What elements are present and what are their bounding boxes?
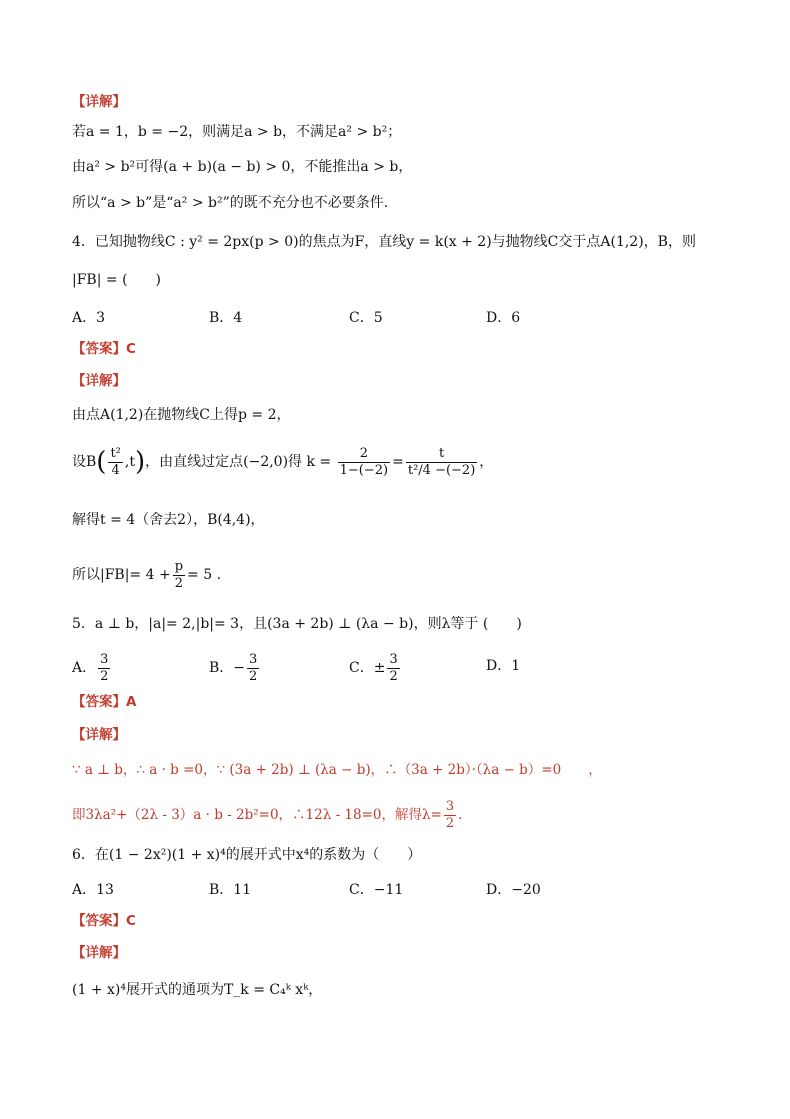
q5-answer xyxy=(72,692,136,712)
q6-answer xyxy=(72,911,136,931)
answer-value: C xyxy=(126,341,136,357)
q5-stem: 5．a ⊥ b，|a|= 2,|b|= 3，且(3a + 2b) ⊥ (λa − b)，则λ等于 ( ) xyxy=(72,616,522,632)
q5-solution-line-2: 即3λa²+（2λ - 3）a · b - 2b²=0，∴12λ - 18=0，解得λ= $\frac{3}{2}$ . xyxy=(72,799,463,831)
answer-label: 【答案】 xyxy=(72,913,126,929)
fraction-t2-over-4: $\frac{\text{t²}}{4}$ xyxy=(110,445,121,478)
q6-option-d: D．−20 xyxy=(486,882,541,898)
q4-option-a: A．3 xyxy=(72,310,106,326)
q4-solution-line-2: 设B( $\frac{\text{t²}}{4}$ ,t)，由直线过定点(−2,0)得 k = $\frac{2}{1-(-2)}$ = $\frac{t}{\text{t²/4 −(−2)}}$ ， xyxy=(72,445,494,478)
q4-sol2-t: ,t xyxy=(124,454,135,470)
q4-option-c: C．5 xyxy=(349,310,383,326)
q3-solution-line-3: 所以“a > b”是“a² > b²”的既不充分也不必要条件. xyxy=(72,195,389,211)
fraction-2-over-3: $\frac{2}{1-(-2)}$ xyxy=(339,445,389,478)
q4-solution-line-4 xyxy=(72,555,221,595)
answer-value: A xyxy=(126,694,137,710)
answer-label: 【答案】 xyxy=(72,341,126,357)
q4-option-d: D．6 xyxy=(486,310,521,326)
q6-stem: 6．在(1 − 2x²)(1 + x)⁴的展开式中x⁴的系数为（ ） xyxy=(72,847,422,863)
q4-option-b: B．4 xyxy=(209,310,243,326)
detail-label-q6: 【详解】 xyxy=(72,945,126,961)
q4-sol2-k: k = xyxy=(306,454,332,470)
answer-value: C xyxy=(126,913,136,929)
q4-stem-line-1: 4．已知抛物线C : y² = 2px(p > 0)的焦点为F，直线y = k(x + 2)与抛物线C交于点A(1,2)，B，则 xyxy=(72,234,696,250)
detail-label-q4: 【详解】 xyxy=(72,373,126,389)
fraction-p-over-2: $\frac{p}{2}$ xyxy=(174,558,184,591)
q4-answer xyxy=(72,339,136,359)
q4-sol4-prefix: 所以|FB|= 4 + xyxy=(72,567,171,583)
q6-option-a: A．13 xyxy=(72,882,114,898)
detail-label-q5: 【详解】 xyxy=(72,727,126,743)
q4-solution-line-3: 解得t = 4（舍去2），B(4,4)， xyxy=(72,512,265,528)
q5-solution-line-1: ∵ a ⊥ b，∴ a · b =0，∵ (3a + 2b) ⊥ (λa − b)，∴（3a + 2b）·（λa − b）=0 ， xyxy=(72,762,602,778)
q5-option-c: C．± $\frac{3}{2}$ xyxy=(349,651,398,684)
q6-option-b: B．11 xyxy=(209,882,252,898)
answer-label: 【答案】 xyxy=(72,694,126,710)
fraction-t-over-expr: $\frac{t}{\text{t²/4 −(−2)}}$ xyxy=(407,445,476,478)
q4-sol2-prefix: 设B xyxy=(72,454,97,470)
q4-sol2-end: ， xyxy=(479,454,494,470)
q3-solution-line-2: 由a² > b²可得(a + b)(a − b) > 0，不能推出a > b， xyxy=(72,159,413,175)
q5-option-a: A． $\frac{3}{2}$ xyxy=(72,651,109,684)
q4-solution-line-1: 由点A(1,2)在抛物线C上得p = 2， xyxy=(72,407,291,423)
q5-option-d: D．1 xyxy=(486,658,521,674)
q3-solution-line-1: 若a = 1，b = −2，则满足a > b，不满足a² > b²； xyxy=(72,124,402,140)
q4-stem-line-2: |FB| = ( ) xyxy=(72,272,161,288)
detail-label-q3: 【详解】 xyxy=(72,94,126,110)
q6-solution-line-1: (1 + x)⁴展开式的通项为T_k = C₄ᵏ xᵏ， xyxy=(72,982,323,998)
fraction-3-over-2: $\frac{3}{2}$ xyxy=(445,799,455,831)
q5-option-b: B．− $\frac{3}{2}$ xyxy=(209,651,258,684)
q6-option-c: C．−11 xyxy=(349,882,404,898)
q5-sol2-text: 即3λa²+（2λ - 3）a · b - 2b²=0，∴12λ - 18=0，解得λ= xyxy=(72,807,442,823)
q4-sol4-suffix: = 5 . xyxy=(187,567,222,583)
q4-sol2-mid: ，由直线过定点(−2,0)得 xyxy=(145,454,303,470)
